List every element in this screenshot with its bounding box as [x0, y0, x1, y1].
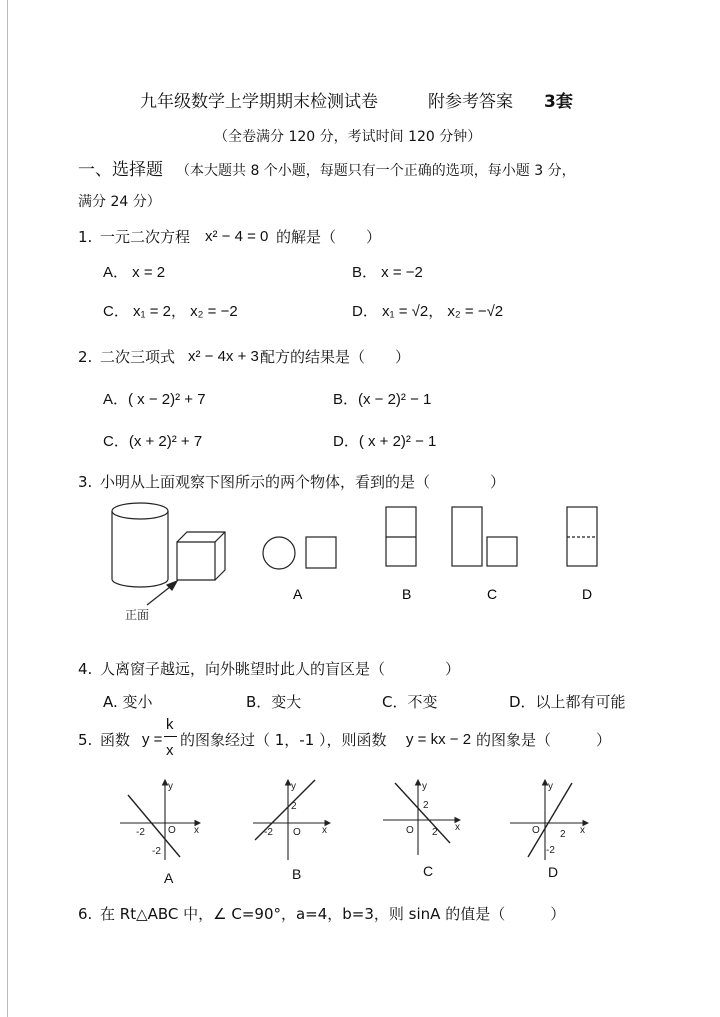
q6-number: 6.: [78, 905, 93, 923]
section-desc-2: 满分 24 分）: [78, 194, 161, 210]
graph-d-x-label: x: [580, 825, 585, 836]
q5-stem-mid: 的图象经过（ 1，-1 ），则函数: [180, 731, 387, 749]
cylinder: [112, 503, 168, 587]
q4-number: 4.: [78, 660, 93, 678]
option-d-view: [567, 507, 597, 566]
q3-label-d: D: [582, 586, 593, 602]
q5-stem: 函数: [100, 731, 131, 749]
graph-c-tick-y: 2: [423, 800, 429, 811]
q3-label-a: A: [293, 586, 303, 602]
graph-a-y-label: y: [168, 781, 173, 792]
option-b-view: [386, 507, 416, 566]
section-heading: 一、选择题: [78, 160, 163, 180]
q5-label-b: B: [292, 866, 302, 882]
q4-option-b: B．变大: [246, 693, 302, 711]
exam-title-count: 3套: [544, 92, 573, 112]
q1-equation: x² − 4 = 0: [205, 228, 269, 245]
q5-graphs: [110, 775, 610, 885]
graph-a-x-label: x: [194, 825, 199, 836]
q5-label-a: A: [164, 870, 174, 885]
graph-c-x-label: x: [455, 822, 460, 833]
graph-b-tick-x: -2: [264, 827, 273, 838]
graph-b-tick-y: 2: [291, 801, 297, 812]
q2-stem-end: 配方的结果是（ ）: [260, 348, 411, 366]
q2-option-d: D．( x + 2)² − 1: [333, 433, 437, 450]
q5-frac-numerator: k: [166, 716, 174, 733]
q1-stem-end: 的解是（ ）: [276, 228, 382, 246]
q6-stem: 在 Rt△ABC 中，∠ C=90°，a=4，b=3，则 sinA 的值是（ ）: [100, 905, 566, 923]
graph-a-origin: O: [168, 825, 176, 836]
q1-option-a: A． x = 2: [103, 264, 166, 281]
exam-subtitle: （全卷满分 120 分，考试时间 120 分钟）: [214, 129, 482, 145]
q2-stem: 二次三项式: [100, 348, 176, 366]
cube: [177, 532, 225, 580]
q3-label-b: B: [402, 586, 412, 602]
graph-c-y-label: y: [422, 781, 427, 792]
q5-label-c: C: [423, 863, 434, 879]
q3-figure: [95, 495, 655, 630]
graph-a-tick-y: -2: [152, 846, 161, 857]
q1-stem: 一元二次方程: [100, 228, 191, 246]
graph-d-tick-y: -2: [546, 845, 555, 856]
q4-option-a: A. 变小: [103, 693, 153, 711]
graph-d-y-label: y: [548, 781, 553, 792]
section-desc: （本大题共 8 个小题，每题只有一个正确的选项，每小题 3 分，: [176, 163, 576, 179]
front-label: 正面: [125, 608, 150, 622]
graph-b-x-label: x: [322, 825, 327, 836]
q1-option-d: D． x₁ = √2， x₂ = −√2: [352, 303, 504, 320]
q5-number: 5.: [78, 731, 93, 749]
graph-a-tick-x: -2: [136, 827, 145, 838]
q2-option-c: C．(x + 2)² + 7: [103, 433, 203, 450]
q4-option-d: D．以上都有可能: [509, 693, 626, 711]
q4-stem: 人离窗子越远，向外眺望时此人的盲区是（ ）: [100, 660, 461, 678]
q2-equation: x² − 4x + 3: [188, 348, 259, 365]
option-c-view: [452, 507, 517, 566]
q3-number: 3.: [78, 473, 93, 491]
q5-equation: y = kx − 2: [406, 731, 472, 748]
exam-title: 九年级数学上学期期末检测试卷: [140, 92, 378, 112]
q2-option-a: A．( x − 2)² + 7: [103, 391, 206, 408]
option-a-view: [263, 537, 336, 569]
q1-option-b: B． x = −2: [352, 264, 423, 281]
q3-stem: 小明从上面观察下图所示的两个物体，看到的是（ ）: [100, 473, 506, 491]
q2-option-b: B．(x − 2)² − 1: [333, 391, 432, 408]
q2-number: 2.: [78, 348, 93, 366]
graph-b-origin: O: [293, 827, 301, 838]
q4-option-c: C．不变: [382, 693, 438, 711]
q5-frac-denominator: x: [166, 742, 174, 759]
q5-frac-bar: [164, 736, 177, 737]
q3-label-c: C: [487, 586, 498, 602]
page-border: [7, 0, 8, 1017]
graph-d-tick-x: 2: [560, 829, 566, 840]
q5-y-equals: y =: [142, 731, 163, 748]
graph-b-y-label: y: [291, 781, 296, 792]
q5-label-d: D: [548, 864, 559, 880]
q1-option-c: C． x₁ = 2， x₂ = −2: [103, 303, 238, 320]
graph-c-origin: O: [406, 825, 414, 836]
graph-d-origin: O: [532, 825, 540, 836]
graph-c-tick-x: 2: [432, 827, 438, 838]
q5-stem-end: 的图象是（ ）: [476, 731, 612, 749]
front-arrow: [147, 581, 177, 605]
graph-b: [253, 780, 330, 860]
q1-number: 1.: [78, 228, 93, 246]
exam-title-answer: 附参考答案: [428, 92, 513, 112]
